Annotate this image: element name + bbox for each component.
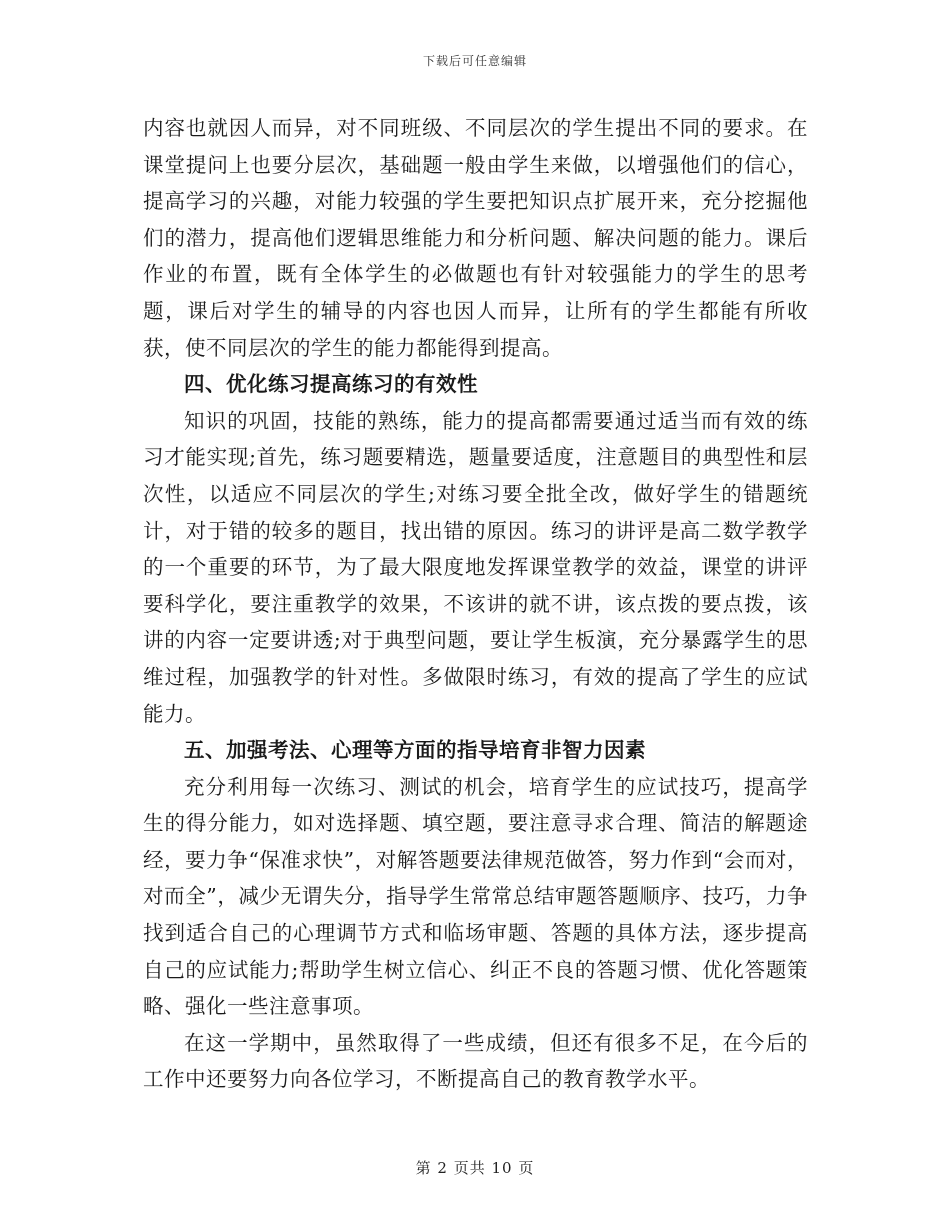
section-heading-5: 五、加强考法、心理等方面的指导培育非智力因素 xyxy=(184,738,646,763)
paragraph-exam-guidance: 充分利用每一次练习、测试的机会，培育学生的应试技巧，提高学生的得分能力，如对选择题、填空题，要注意寻求合理、简洁的解题途经，要力争“保准求快”，对解答题要法律规范做答，努力作到“会而对，对而全”，减少无谓失分，指导学生常常总结审题答题顺序、技巧，力争找到适合自己的心理调节方式和临场审题、答题的具体方法，逐步提高自己的应试能力;帮助学生树立信心、纠正不良的答题习惯、优化答题策略、强化一些注意事项。 xyxy=(143,774,808,1019)
paragraph-conclusion: 在这一学期中，虽然取得了一些成绩，但还有很多不足，在今后的工作中还要努力向各位学习，不断提高自己的教育教学水平。 xyxy=(143,1030,808,1092)
section-heading-4: 四、优化练习提高练习的有效性 xyxy=(184,372,478,397)
document-body xyxy=(143,110,808,1098)
page-header-note: 下载后可任意编辑 xyxy=(422,54,527,68)
paragraph-practice: 知识的巩固，技能的熟练，能力的提高都需要通过适当而有效的练习才能实现;首先，练习题要精选，题量要适度，注意题目的典型性和层次性，以适应不同层次的学生;对练习要全批全改，做好学生的错题统计，对于错的较多的题目，找出错的原因。练习的讲评是高二数学教学的一个重要的环节，为了最大限度地发挥课堂教学的效益，课堂的讲评要科学化，要注重教学的效果，不该讲的就不讲，该点拨的要点拨，该讲的内容一定要讲透;对于典型问题，要让学生板演，充分暴露学生的思维过程，加强教学的针对性。多做限时练习，有效的提高了学生的应试能力。 xyxy=(143,408,808,726)
page-number-footer: 第 2 页共 10 页 xyxy=(415,1159,535,1177)
paragraph-continued: 内容也就因人而异，对不同班级、不同层次的学生提出不同的要求。在课堂提问上也要分层次，基础题一般由学生来做，以增强他们的信心，提高学习的兴趣，对能力较强的学生要把知识点扩展开来，充分挖掘他们的潜力，提高他们逻辑思维能力和分析问题、解决问题的能力。课后作业的布置，既有全体学生的必做题也有针对较强能力的学生的思考题，课后对学生的辅导的内容也因人而异，让所有的学生都能有所收获，使不同层次的学生的能力都能得到提高。 xyxy=(143,116,808,360)
